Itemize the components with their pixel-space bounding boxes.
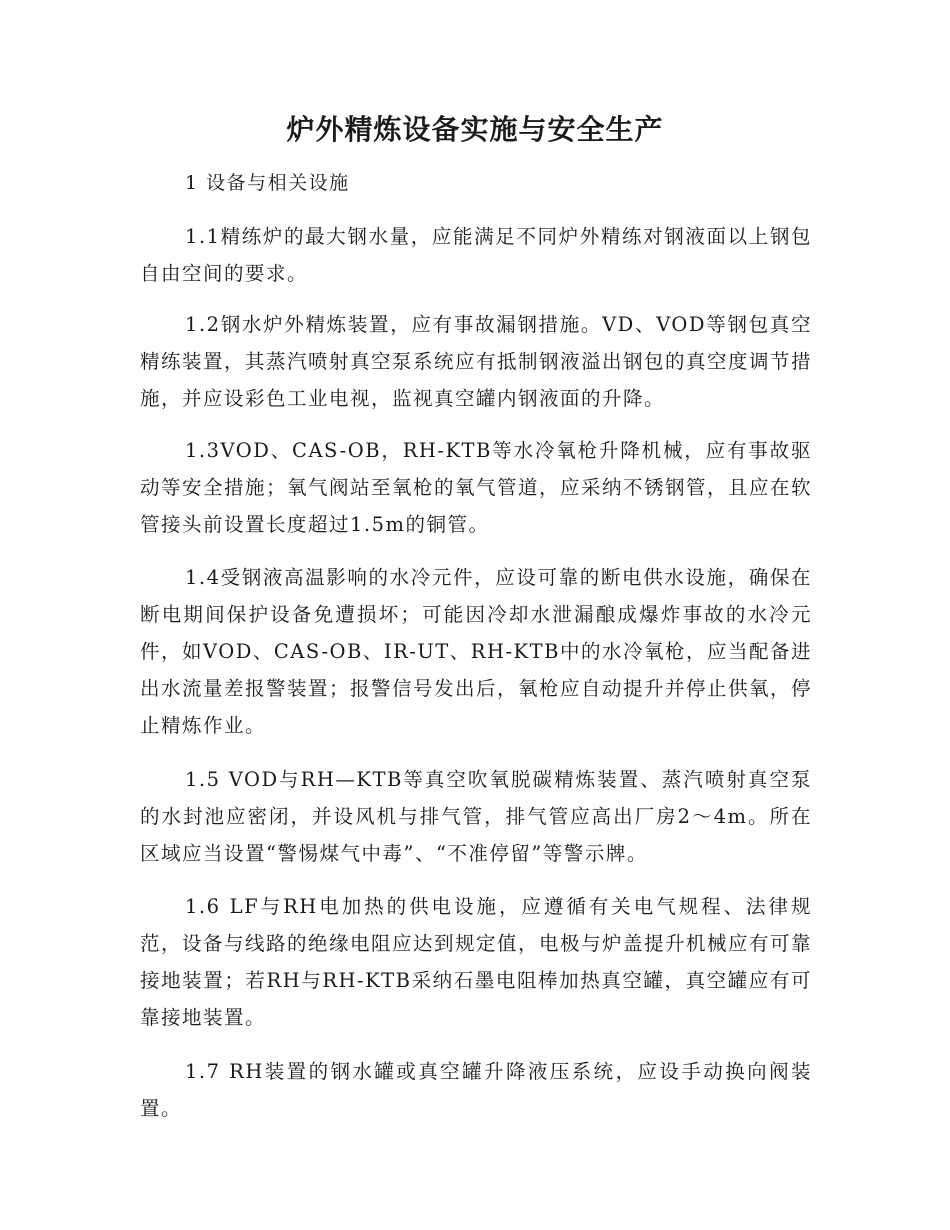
paragraph-1-2: 1.2钢水炉外精炼装置，应有事故漏钢措施。VD、VOD等钢包真空精练装置，其蒸汽喷射真空泵系统应有抵制钢液溢出钢包的真空度调节措施，并应设彩色工业电视，监视真空罐内钢液面的升降。 xyxy=(140,313,813,410)
paragraph-1-4: 1.4受钢液高温影响的水冷元件，应设可靠的断电供水设施，确保在断电期间保护设备免遭损坏；可能因冷却水泄漏酿成爆炸事故的水冷元件，如VOD、CAS-OB、IR-UT、RH-KTB中的水冷氧枪，应当配备进出水流量差报警装置；报警信号发出后，氧枪应自动提升并停止供氧，停止精炼作业。 xyxy=(140,566,813,737)
paragraph-1-6: 1.6 LF与RH电加热的供电设施，应遵循有关电气规程、法律规范，设备与线路的绝缘电阻应达到规定值，电极与炉盖提升机械应有可靠接地装置；若RH与RH-KTB采纳石墨电阻棒加热真空罐，真空罐应有可靠接地装置。 xyxy=(140,895,813,1029)
paragraph-1-5: 1.5 VOD与RH—KTB等真空吹氧脱碳精炼装置、蒸汽喷射真空泵的水封池应密闭，并设风机与排气管，排气管应高出厂房2～4m。所在区域应当设置“警惕煤气中毒”、“不准停留”等警示牌。 xyxy=(140,768,812,865)
section-heading: 1 设备与相关设施 xyxy=(185,172,350,194)
paragraph-1-1: 1.1精练炉的最大钢水量，应能满足不同炉外精练对钢液面以上钢包自由空间的要求。 xyxy=(140,225,812,285)
paragraph-1-7: 1.7 RH装置的钢水罐或真空罐升降液压系统，应设手动换向阀装置。 xyxy=(140,1060,812,1120)
document-title: 炉外精炼设备实施与安全生产 xyxy=(286,113,664,146)
paragraph-1-3: 1.3VOD、CAS-OB，RH-KTB等水冷氧枪升降机械，应有事故驱动等安全措施；氧气阀站至氧枪的氧气管道，应采纳不锈钢管，且应在软管接头前设置长度超过1.5m的铜管。 xyxy=(140,439,813,536)
